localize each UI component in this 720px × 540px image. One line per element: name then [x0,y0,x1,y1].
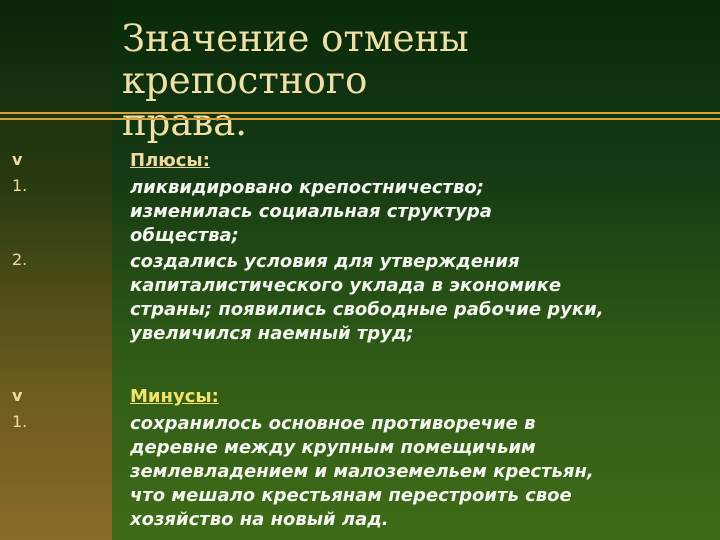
minus-item-1-line-4: что мешало крестьянам перестроить свое [130,485,572,506]
plus-heading-row [0,150,720,174]
minus-section [0,386,720,532]
title-line-2: права. [122,101,248,144]
plus-item-1-line-2: изменилась социальная структура [130,201,492,222]
title-line-1: Значение отмены крепостного [122,17,469,102]
title-divider-top [0,112,720,114]
minus-item-1-line-2: деревне между крупным помещичьим [130,437,536,458]
minus-item-1-number: 1. [12,412,28,431]
slide-title [122,18,712,144]
plus-heading: Плюсы: [130,150,210,171]
plus-item-2-line-4: увеличился наемный труд; [130,323,414,344]
plus-bullet-icon: v [12,150,23,169]
plus-section [0,150,720,346]
minus-heading: Минусы: [130,386,219,407]
minus-item-1 [0,412,720,532]
plus-item-2-line-2: капиталистического уклада в экономике [130,275,562,296]
minus-bullet-icon: v [12,386,23,405]
plus-item-2-number: 2. [12,250,28,269]
title-divider-bottom [0,118,720,120]
minus-item-1-line-3: землевладением и малоземельем крестьян, [130,461,594,482]
plus-item-1-line-3: общества; [130,225,239,246]
minus-item-1-line-5: хозяйство на новый лад. [130,509,389,530]
plus-item-2-line-1: создались условия для утверждения [130,251,520,272]
minus-item-1-line-1: сохранилось основное противоречие в [130,413,536,434]
plus-item-1-line-1: ликвидировано крепостничество; [130,177,484,198]
plus-item-1 [0,176,720,248]
plus-item-2 [0,250,720,346]
plus-item-2-line-3: страны; появились свободные рабочие руки, [130,299,604,320]
plus-item-1-number: 1. [12,176,28,195]
minus-heading-row [0,386,720,410]
